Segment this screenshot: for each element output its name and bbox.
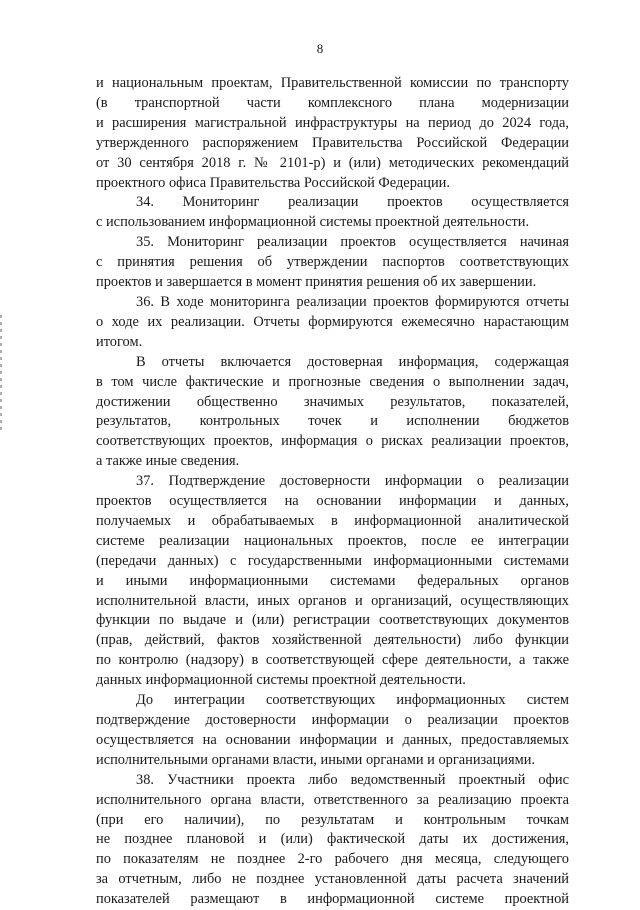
text-line: (прав, действий, фактов хозяйственной деятельности) либо функции bbox=[96, 632, 569, 649]
text-line: (в транспортной части комплексного плана модернизации bbox=[96, 94, 569, 111]
text-line: показателей размещают в информационной системе проектной bbox=[96, 891, 569, 908]
text-line: соответствующих проектов, информация о рисках реализации проектов, bbox=[96, 433, 569, 450]
text-line: и иными информационными системами федеральных органов bbox=[96, 572, 569, 589]
page-number: 8 bbox=[316, 41, 324, 56]
paragraph-p-35 bbox=[96, 233, 569, 293]
left-edge-mark bbox=[0, 315, 2, 433]
text-line: функции по выдаче и (или) регистрации соответствующих документов bbox=[96, 612, 569, 629]
text-line: подтверждение достоверности информации о реализации проектов bbox=[96, 712, 569, 728]
text-line: с принятия решения об утверждении паспортов соответствующих bbox=[96, 254, 569, 271]
paragraph-p-37-b bbox=[96, 691, 569, 771]
paragraph-p-37 bbox=[96, 472, 569, 691]
text-line: исполнительной власти, иных органов и организаций, осуществляющих bbox=[96, 592, 569, 609]
text-line: 35. Мониторинг реализации проектов осуществляется начиная bbox=[136, 234, 569, 251]
text-line: исполнительными органами власти, иными органами и организациями. bbox=[96, 751, 536, 768]
text-line: результатов, контрольных точек и исполнении бюджетов bbox=[96, 413, 569, 430]
paragraph-p-36 bbox=[96, 293, 569, 353]
text-line: итогом. bbox=[96, 333, 143, 350]
text-line: за отчетным, либо не позднее установленной даты расчета значений bbox=[96, 871, 569, 888]
paragraph-p-34 bbox=[96, 193, 569, 233]
text-line: До интеграции соответствующих информационных систем bbox=[136, 692, 569, 709]
text-line: проектов осуществляется на основании информации и данных, bbox=[96, 493, 569, 510]
text-line: исполнительного органа власти, ответственного за реализацию проекта bbox=[96, 791, 569, 808]
text-line: системе реализации национальных проектов, после ее интеграции bbox=[96, 532, 569, 549]
text-line: не позднее плановой и (или) фактической даты их достижения, bbox=[96, 831, 569, 848]
text-line: по показателям не позднее 2-го рабочего дня месяца, следующего bbox=[96, 851, 569, 868]
text-line: о ходе их реализации. Отчеты формируются ежемесячно нарастающим bbox=[96, 313, 569, 330]
text-line: достижении общественно значимых результатов, показателей, bbox=[96, 393, 569, 410]
text-line: проектов и завершается в момент принятия решения об их завершении. bbox=[96, 274, 537, 291]
text-line: в том числе фактические и прогнозные сведения о выполнении задач, bbox=[96, 373, 569, 390]
text-line: и национальным проектам, Правительственной комиссии по транспорту bbox=[96, 75, 569, 91]
text-line: от 30 сентября 2018 г. № 2101-р) и (или) методических рекомендаций bbox=[96, 154, 569, 171]
text-line: 34. Мониторинг реализации проектов осуществляется bbox=[136, 194, 569, 211]
text-line: утвержденного распоряжением Правительства Российской Федерации bbox=[96, 134, 569, 151]
text-line: (передачи данных) с государственными информационными системами bbox=[96, 552, 569, 569]
paragraph-p-continuation bbox=[96, 74, 569, 193]
text-line: 37. Подтверждение достоверности информации о реализации bbox=[136, 473, 569, 490]
paragraph-p-36-b bbox=[96, 353, 569, 472]
document-body bbox=[96, 74, 569, 910]
text-line: получаемых и обрабатываемых в информационной аналитической bbox=[96, 512, 569, 529]
paragraph-p-38 bbox=[96, 771, 569, 910]
text-line: и расширения магистральной инфраструктуры на период до 2024 года, bbox=[96, 114, 569, 131]
text-line: 36. В ходе мониторинга реализации проектов формируются отчеты bbox=[136, 293, 569, 310]
text-line: данных информационной системы проектной деятельности. bbox=[96, 672, 466, 689]
text-line: по контролю (надзору) в соответствующей сфере деятельности, а также bbox=[96, 652, 569, 669]
text-line: проектного офиса Правительства Российской Федерации. bbox=[96, 174, 450, 191]
text-line: (при его наличии), по результатам и контрольным точкам bbox=[96, 811, 569, 828]
text-line: осуществляется на основании информации и данных, предоставляемых bbox=[96, 731, 569, 748]
text-line: с использованием информационной системы проектной деятельности. bbox=[96, 214, 530, 231]
text-line: В отчеты включается достоверная информация, содержащая bbox=[136, 353, 569, 370]
text-line: 38. Участники проекта либо ведомственный проектный офис bbox=[136, 771, 569, 788]
text-line: а также иные сведения. bbox=[96, 453, 240, 470]
